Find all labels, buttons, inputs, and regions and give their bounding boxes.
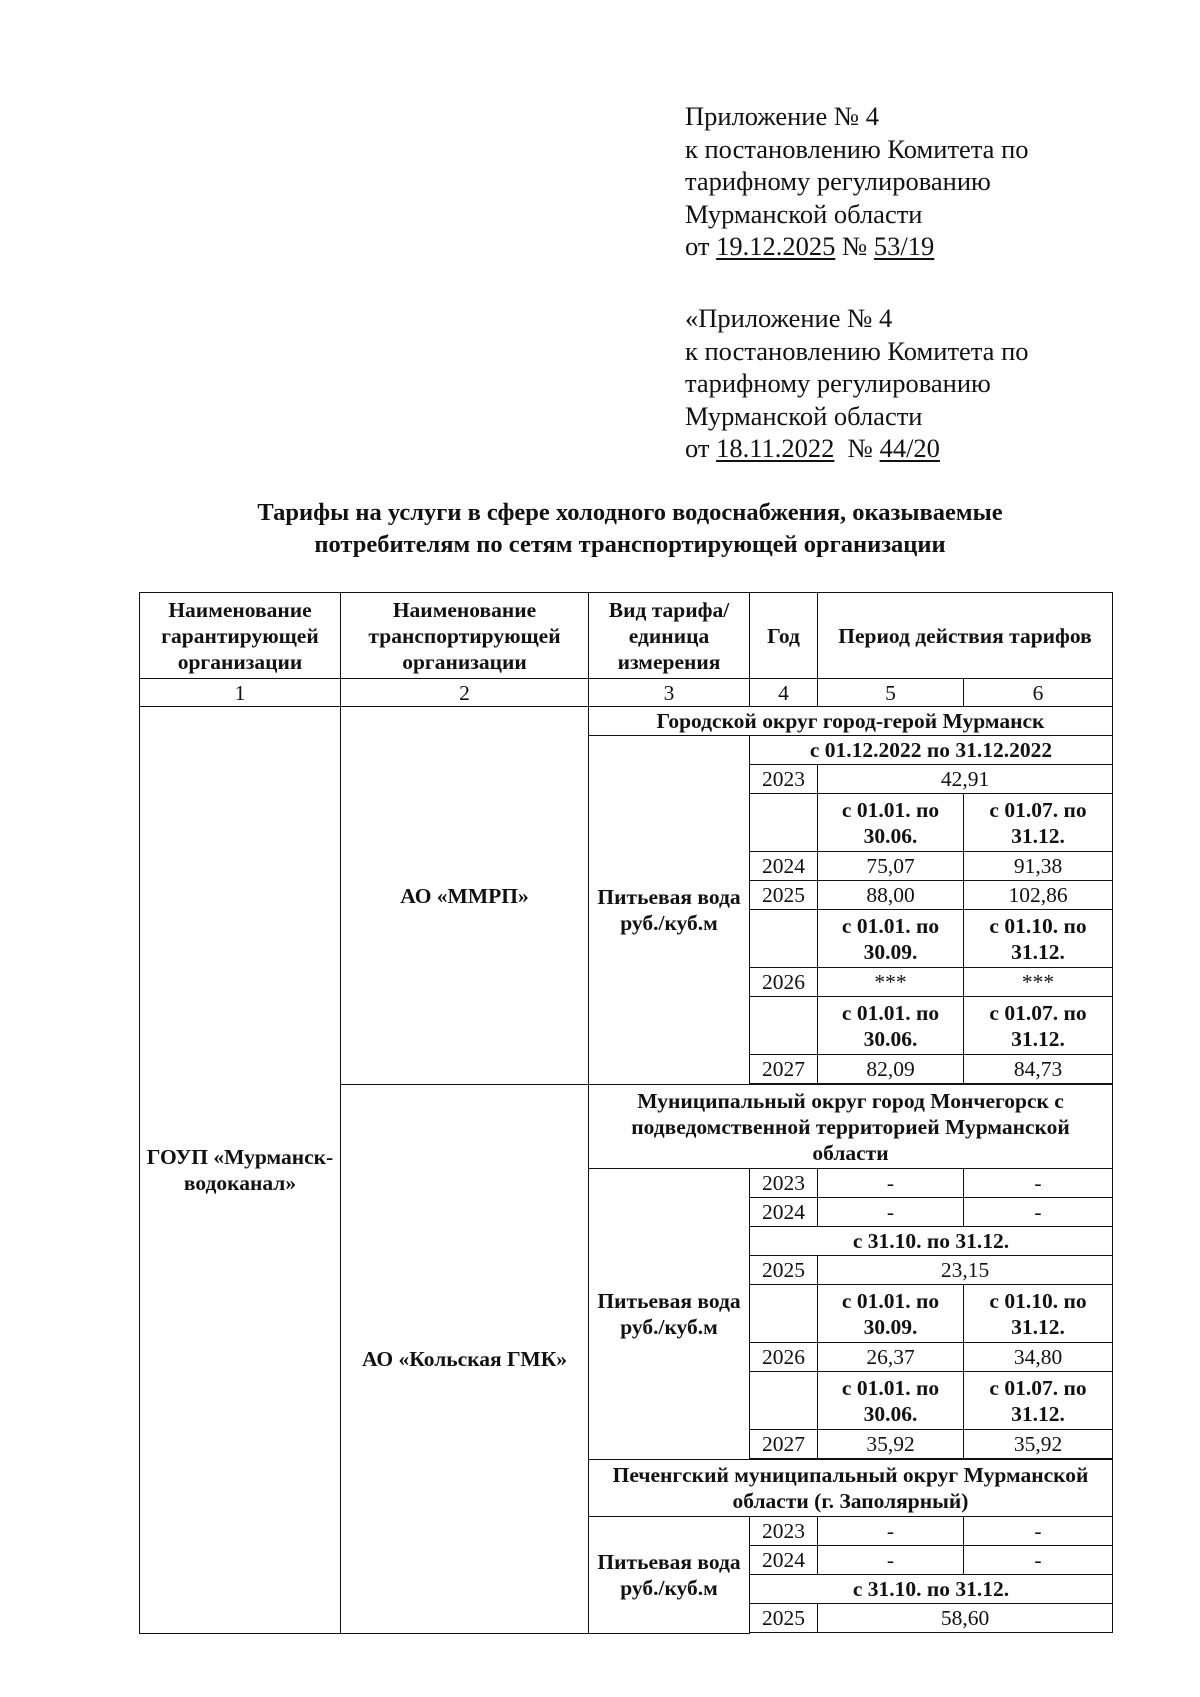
header-period: Период действия тарифов: [818, 593, 1113, 679]
year-cell: 2025: [750, 1604, 818, 1633]
tariff-value: 88,00: [818, 881, 964, 910]
col-number: 6: [964, 679, 1113, 707]
tariff-value: 42,91: [818, 765, 1113, 794]
transporter-cell: АО «Кольская ГМК»: [341, 1085, 589, 1634]
resolution-number: 53/19: [873, 231, 935, 261]
year-cell-empty: [750, 1285, 818, 1343]
guarantor-cell: ГОУП «Мурманск-водоканал»: [140, 707, 341, 1634]
tariff-value: -: [964, 1517, 1113, 1546]
appendix-line: тарифному регулированию: [685, 166, 991, 196]
tariff-value: -: [818, 1169, 964, 1198]
appendix-date-line: [685, 432, 1029, 465]
period-second-half: с 01.07. по 31.12.: [964, 1372, 1113, 1430]
year-cell: 2023: [750, 765, 818, 794]
year-cell: 2023: [750, 1169, 818, 1198]
year-cell: 2026: [750, 1343, 818, 1372]
table-row: [140, 707, 1113, 736]
header-transporter: Наименование транспортирующей организации: [341, 593, 589, 679]
territory-heading: Муниципальный округ город Мончегорск с подведомственной территорией Мурманской области: [589, 1085, 1113, 1169]
appendix-date-line: [685, 230, 1029, 263]
tariff-value: -: [964, 1546, 1113, 1575]
title-line-1: Тарифы на услуги в сфере холодного водоснабжения, оказываемые: [257, 499, 1003, 526]
appendix-line: Приложение № 4: [685, 101, 880, 131]
year-cell-empty: [750, 1372, 818, 1430]
appendix-header-original: [685, 302, 1029, 465]
period-second-half: с 01.10. по 31.12.: [964, 1285, 1113, 1343]
tariff-value: 75,07: [818, 852, 964, 881]
header-year: Год: [750, 593, 818, 679]
spacer-cell: [750, 1633, 1113, 1634]
period-note: с 31.10. по 31.12.: [750, 1227, 1113, 1256]
appendix-line: к постановлению Комитета по: [685, 335, 1029, 366]
appendix-line: тарифному регулированию: [685, 368, 991, 398]
tariff-value: 34,80: [964, 1343, 1113, 1372]
period-first-half: с 01.01. по 30.09.: [818, 1285, 964, 1343]
period-first-half: с 01.01. по 30.06.: [818, 1372, 964, 1430]
year-cell: 2025: [750, 881, 818, 910]
tariff-type-cell: Питьевая вода руб./куб.м: [589, 1169, 750, 1460]
col-number: 5: [818, 679, 964, 707]
year-cell-empty: [750, 910, 818, 968]
appendix-line: Мурманской области: [685, 400, 923, 431]
tariff-value: -: [818, 1517, 964, 1546]
tariff-type-cell: Питьевая вода руб./куб.м: [589, 736, 750, 1085]
col-number: 4: [750, 679, 818, 707]
tariff-value: -: [818, 1546, 964, 1575]
year-cell: 2024: [750, 1546, 818, 1575]
year-cell: 2024: [750, 1198, 818, 1227]
territory-heading: Городской округ город-герой Мурманск: [589, 707, 1113, 736]
tariff-value: 84,73: [964, 1055, 1113, 1084]
tariffs-table: [139, 592, 1113, 1634]
year-cell: 2023: [750, 1517, 818, 1546]
appendix-header-current: [685, 100, 1029, 263]
period-second-half: с 01.07. по 31.12.: [964, 794, 1113, 852]
resolution-date: 19.12.2025: [716, 231, 836, 261]
document-title: [140, 497, 1120, 561]
date-prefix: от: [685, 433, 710, 463]
number-prefix: №: [847, 433, 873, 463]
column-number-row: [140, 679, 1113, 707]
year-cell: 2027: [750, 1055, 818, 1084]
col-number: 2: [341, 679, 589, 707]
resolution-date: 18.11.2022: [716, 433, 835, 463]
tariff-value: 35,92: [818, 1430, 964, 1459]
transporter-cell: АО «ММРП»: [341, 707, 589, 1085]
appendix-line: Мурманской области: [685, 198, 923, 229]
appendix-line: «Приложение № 4: [685, 303, 893, 333]
tariff-value: -: [818, 1198, 964, 1227]
tariff-value: ***: [818, 968, 964, 997]
tariff-value: 23,15: [818, 1256, 1113, 1285]
header-guarantor: Наименование гарантирующей организации: [140, 593, 341, 679]
year-cell: 2024: [750, 852, 818, 881]
table-header-row: [140, 593, 1113, 679]
year-cell: 2026: [750, 968, 818, 997]
period-second-half: с 01.07. по 31.12.: [964, 997, 1113, 1055]
year-cell-empty: [750, 794, 818, 852]
period-note: с 01.12.2022 по 31.12.2022: [750, 736, 1113, 765]
tariff-value: ***: [964, 968, 1113, 997]
date-prefix: от: [685, 231, 710, 261]
appendix-line: к постановлению Комитета по: [685, 133, 1029, 164]
tariff-value: 91,38: [964, 852, 1113, 881]
col-number: 1: [140, 679, 341, 707]
period-first-half: с 01.01. по 30.09.: [818, 910, 964, 968]
tariff-value: 35,92: [964, 1430, 1113, 1459]
period-first-half: с 01.01. по 30.06.: [818, 794, 964, 852]
header-tariff-type: Вид тарифа/ единица измерения: [589, 593, 750, 679]
tariff-value: 58,60: [818, 1604, 1113, 1633]
title-line-2: потребителям по сетям транспортирующей организации: [314, 531, 946, 558]
resolution-number: 44/20: [879, 433, 940, 463]
period-note: с 31.10. по 31.12.: [750, 1575, 1113, 1604]
tariff-type-cell: Питьевая вода руб./куб.м: [589, 1517, 750, 1634]
tariff-value: 26,37: [818, 1343, 964, 1372]
year-cell: 2025: [750, 1256, 818, 1285]
territory-heading: Печенгский муниципальный округ Мурманской области (г. Заполярный): [589, 1460, 1113, 1517]
col-number: 3: [589, 679, 750, 707]
year-cell-empty: [750, 997, 818, 1055]
tariff-value: 102,86: [964, 881, 1113, 910]
number-prefix: №: [841, 231, 868, 261]
period-first-half: с 01.01. по 30.06.: [818, 997, 964, 1055]
tariff-value: -: [964, 1198, 1113, 1227]
tariff-value: 82,09: [818, 1055, 964, 1084]
period-second-half: с 01.10. по 31.12.: [964, 910, 1113, 968]
year-cell: 2027: [750, 1430, 818, 1459]
tariff-value: -: [964, 1169, 1113, 1198]
